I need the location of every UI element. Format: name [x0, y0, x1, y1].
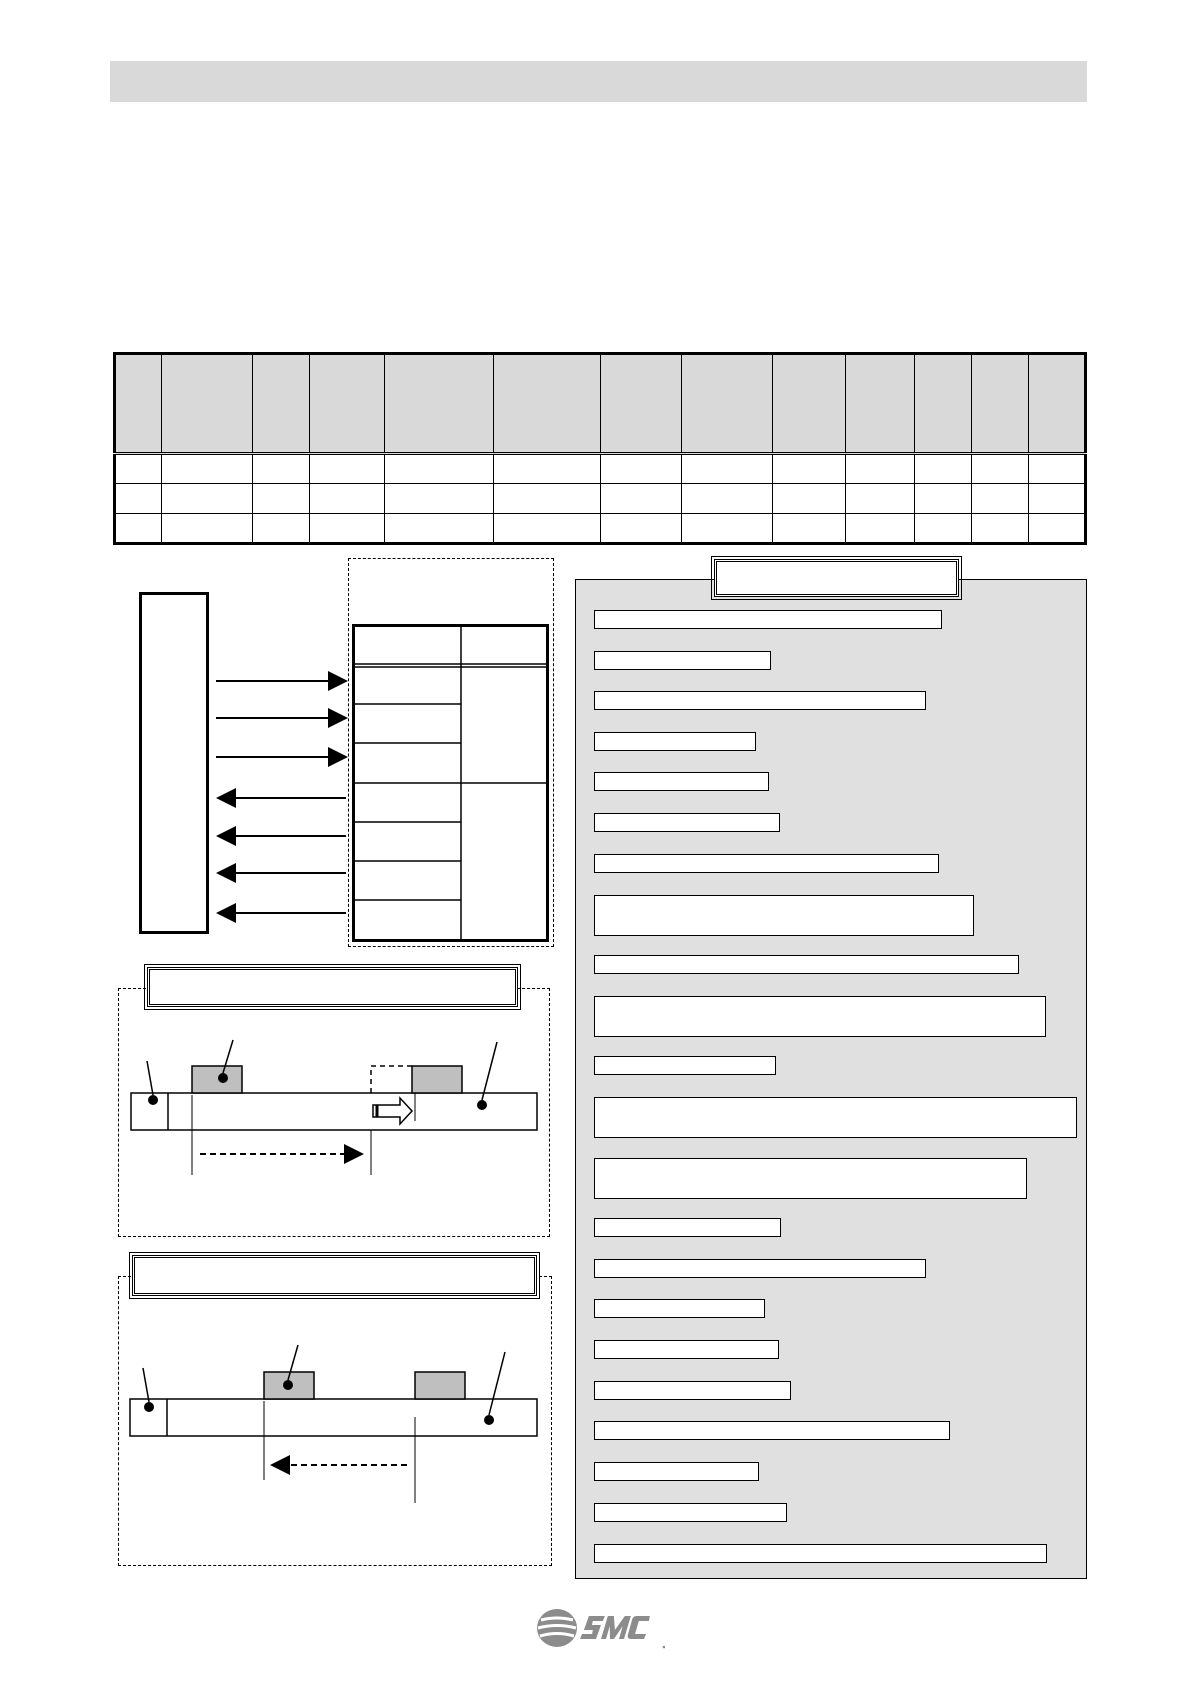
signal-arrows: [200, 660, 350, 925]
signal-table: [352, 624, 549, 942]
table-cell: [494, 514, 601, 544]
reverse-diagram-title: [132, 1255, 537, 1296]
table-cell: [972, 454, 1029, 484]
table-cell: [115, 454, 162, 484]
parameter-panel-title: [714, 559, 959, 597]
table-start-position: [415, 1372, 465, 1399]
parameter-item: [594, 955, 1019, 974]
parameter-item: [594, 996, 1046, 1037]
table-cell: [773, 514, 846, 544]
table-cell: [385, 514, 494, 544]
table-cell: [972, 514, 1029, 544]
table-header-cell: [915, 354, 972, 454]
table-cell: [846, 514, 915, 544]
parameter-item: [594, 895, 974, 936]
parameter-item: [594, 691, 926, 710]
parameter-item: [594, 1544, 1047, 1563]
reverse-diagram: [125, 1340, 545, 1510]
table-header-cell: [494, 354, 601, 454]
table-start-position: [192, 1066, 242, 1093]
table-cell: [253, 454, 310, 484]
table-cell: [846, 484, 915, 514]
parameter-item: [594, 732, 756, 751]
table-cell: [494, 454, 601, 484]
table-header-cell: [601, 354, 682, 454]
parameter-item: [594, 1299, 765, 1318]
table-header-cell: [253, 354, 310, 454]
table-cell: [773, 484, 846, 514]
table-cell: [846, 454, 915, 484]
table-cell: [162, 484, 253, 514]
table-row: [115, 514, 1086, 544]
table-cell: [253, 484, 310, 514]
parameter-item: [594, 651, 771, 670]
parameter-item: [594, 1340, 779, 1359]
parameter-item: [594, 1158, 1027, 1199]
table-cell: [253, 514, 310, 544]
table-header-cell: [972, 354, 1029, 454]
table-header-cell: [115, 354, 162, 454]
parameter-item: [594, 1381, 791, 1400]
parameter-item: [594, 772, 769, 791]
table-row: [115, 484, 1086, 514]
table-header-cell: [385, 354, 494, 454]
parameter-item: [594, 854, 939, 873]
forward-diagram-title: [147, 967, 518, 1007]
table-cell: [494, 484, 601, 514]
data-table: [113, 352, 1087, 545]
table-header-cell: [310, 354, 385, 454]
table-header-cell: [682, 354, 773, 454]
parameter-item: [594, 1421, 950, 1440]
parameter-item: [594, 1218, 781, 1237]
forward-diagram: [125, 1035, 545, 1185]
table-cell: [682, 454, 773, 484]
header-bar: [110, 61, 1087, 102]
parameter-item: [594, 813, 780, 832]
table-cell: [773, 454, 846, 484]
table-cell: [915, 454, 972, 484]
controller-box: [139, 592, 209, 934]
table-cell: [162, 454, 253, 484]
table-row: [115, 454, 1086, 484]
table-cell: [310, 454, 385, 484]
table-cell: [162, 514, 253, 544]
table-cell: [115, 484, 162, 514]
table-cell: [115, 514, 162, 544]
table-cell: [310, 484, 385, 514]
parameter-item: [594, 1259, 926, 1278]
table-cell: [601, 514, 682, 544]
table-header-cell: [773, 354, 846, 454]
parameter-item: [594, 1462, 759, 1481]
table-cell: [310, 514, 385, 544]
table-cell: [601, 484, 682, 514]
parameter-item: [594, 1097, 1077, 1138]
parameter-item: [594, 1503, 787, 1522]
table-cell: [915, 484, 972, 514]
table-cell: [682, 514, 773, 544]
table-cell: [1029, 454, 1086, 484]
table-cell: [1029, 514, 1086, 544]
smc-logo: [535, 1606, 665, 1650]
parameter-item: [594, 1056, 776, 1075]
table-cell: [915, 514, 972, 544]
table-cell: [601, 454, 682, 484]
table-cell: [972, 484, 1029, 514]
actuator-body: [130, 1399, 537, 1436]
table-cell: [1029, 484, 1086, 514]
table-end-position: [412, 1066, 462, 1093]
table-header-cell: [1029, 354, 1086, 454]
table-cell: [385, 454, 494, 484]
table-cell: [385, 484, 494, 514]
table-header-cell: [846, 354, 915, 454]
table-header-row: [115, 354, 1086, 454]
parameter-item: [594, 610, 942, 629]
table-cell: [682, 484, 773, 514]
table-header-cell: [162, 354, 253, 454]
